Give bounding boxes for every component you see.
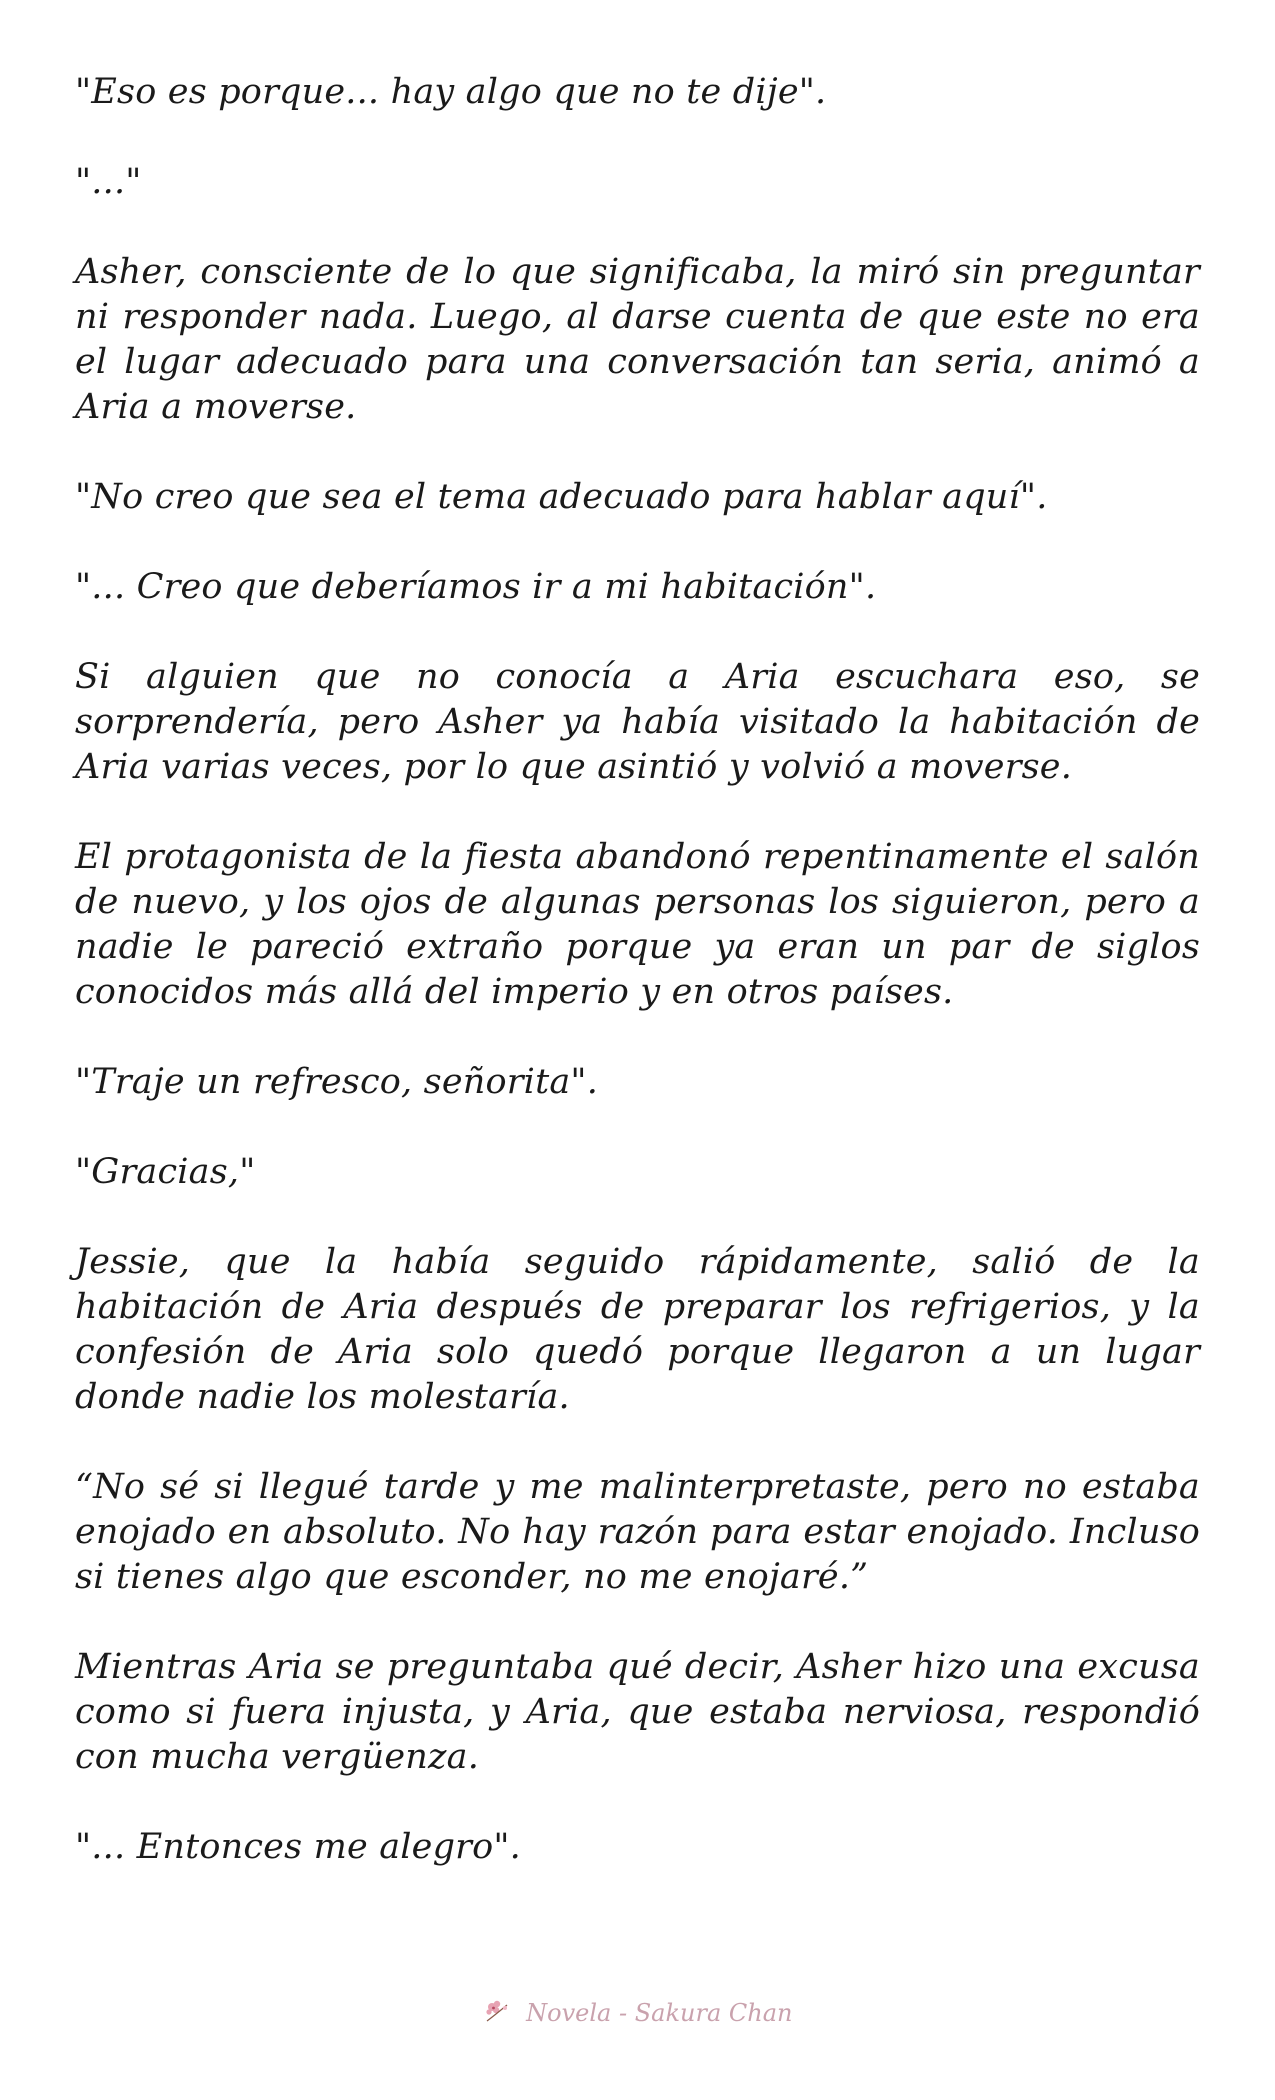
watermark: [0, 1998, 1275, 2028]
paragraph: El protagonista de la fiesta abandonó repentinamente el salón de nuevo, y los ojos de algunas personas los siguieron, pero a nadie le pareció extraño porque ya eran un par de siglos conocidos más allá del imperio y en otros países.: [75, 837, 1200, 1012]
paragraph: Asher, consciente de lo que significaba, la miró sin preguntar ni responder nada. Luego, al darse cuenta de que este no era el lugar adecuado para una conversación tan seria, animó a Aria a moverse.: [75, 252, 1200, 427]
paragraph: Jessie, que la había seguido rápidamente, salió de la habitación de Aria después de preparar los refrigerios, y la confesión de Aria solo quedó porque llegaron a un lugar donde nadie los molestaría.: [75, 1242, 1200, 1417]
paragraph: "... Entonces me alegro".: [75, 1827, 522, 1867]
paragraph: "No creo que sea el tema adecuado para hablar aquí".: [75, 477, 1048, 517]
paragraph: "...": [75, 162, 142, 202]
document-body: [75, 70, 1200, 1915]
watermark-text: Novela - Sakura Chan: [526, 1999, 793, 2027]
paragraph: Mientras Aria se preguntaba qué decir, Asher hizo una excusa como si fuera injusta, y Aria, que estaba nerviosa, respondió con mucha vergüenza.: [75, 1647, 1200, 1777]
paragraph: Si alguien que no conocía a Aria escuchara eso, se sorprendería, pero Asher ya había visitado la habitación de Aria varias veces, por lo que asintió y volvió a moverse.: [75, 657, 1200, 787]
paragraph: "... Creo que deberíamos ir a mi habitación".: [75, 567, 877, 607]
paragraph: "Traje un refresco, señorita".: [75, 1062, 599, 1102]
paragraph: "Gracias,": [75, 1152, 256, 1192]
paragraph: "Eso es porque... hay algo que no te dije".: [75, 72, 827, 112]
paragraph: “No sé si llegué tarde y me malinterpretaste, pero no estaba enojado en absoluto. No hay razón para estar enojado. Incluso si tienes algo que esconder, no me enojaré.”: [75, 1467, 1200, 1597]
sakura-flower-icon: [483, 1999, 513, 2025]
